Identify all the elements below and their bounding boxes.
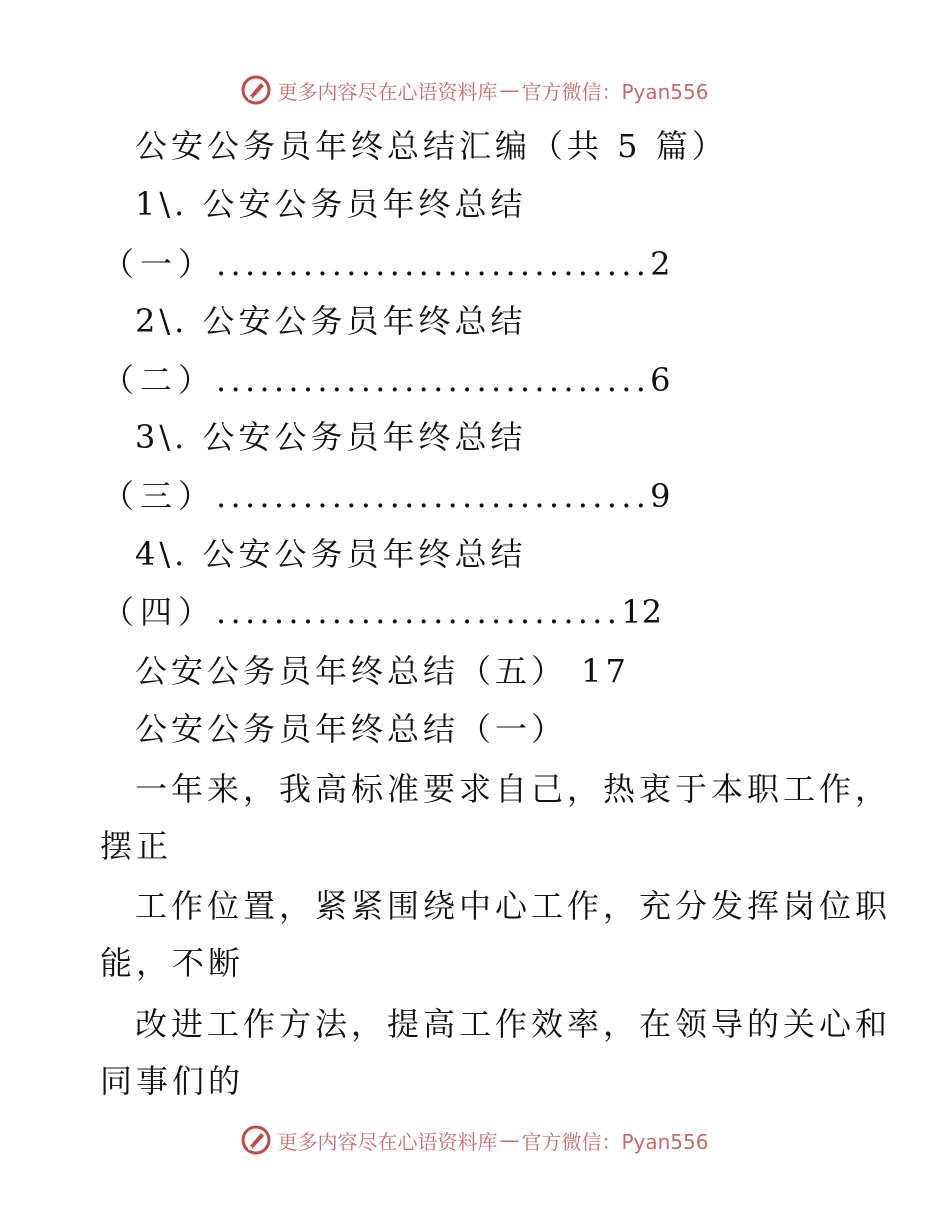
banner-text: 更多内容尽在心语资料库	[277, 79, 498, 104]
header-watermark	[0, 70, 950, 110]
banner-text: 更多内容尽在心语资料库	[277, 1129, 498, 1154]
body-line-6: 同事们的	[100, 1062, 245, 1100]
toc-leader: ..............................	[216, 477, 651, 515]
toc-entry-1	[0, 236, 950, 292]
toc-label: （四）	[102, 593, 217, 631]
body-line-5: 改进工作方法，提高工作效率，在领导的关心和	[135, 1005, 892, 1043]
toc-leader: ............................	[216, 593, 622, 631]
toc-heading-1: 1\. 公安公务员年终总结	[135, 185, 527, 223]
toc-leader: ..............................	[216, 361, 651, 399]
section-title: 公安公务员年终总结（一）	[135, 710, 568, 748]
banner-dash: —	[499, 78, 520, 102]
toc-page-number: 12	[621, 593, 662, 631]
toc-entry-2	[0, 352, 950, 408]
toc-label: （一）	[102, 245, 217, 283]
toc-label: （三）	[102, 477, 217, 515]
body-line-1: 一年来，我高标准要求自己，热衷于本职工作，	[135, 770, 892, 808]
toc-leader: ..............................	[216, 245, 651, 283]
toc-label: （二）	[102, 361, 217, 399]
toc-heading-2: 2\. 公安公务员年终总结	[135, 302, 527, 340]
body-line-2: 摆正	[100, 827, 173, 865]
banner-dash: —	[499, 1128, 520, 1152]
toc-heading-3: 3\. 公安公务员年终总结	[135, 418, 527, 456]
toc-entry-5: 公安公务员年终总结（五） 17	[135, 652, 630, 690]
banner-wechat: 官方微信：Pyan556	[521, 1129, 709, 1154]
toc-entry-4	[0, 584, 950, 640]
toc-page-number: 6	[650, 361, 671, 399]
toc-entry-3	[0, 468, 950, 524]
banner-wechat: 官方微信：Pyan556	[521, 79, 709, 104]
document-title: 公安公务员年终总结汇编（共 5 篇）	[135, 127, 728, 165]
pen-logo-icon	[241, 75, 271, 105]
toc-page-number: 2	[650, 245, 671, 283]
footer-watermark	[0, 1120, 950, 1160]
body-line-4: 能，不断	[100, 944, 245, 982]
toc-heading-4: 4\. 公安公务员年终总结	[135, 535, 527, 573]
toc-page-number: 9	[650, 477, 671, 515]
body-line-3: 工作位置，紧紧围绕中心工作，充分发挥岗位职	[135, 887, 892, 925]
pen-logo-icon	[241, 1125, 271, 1155]
